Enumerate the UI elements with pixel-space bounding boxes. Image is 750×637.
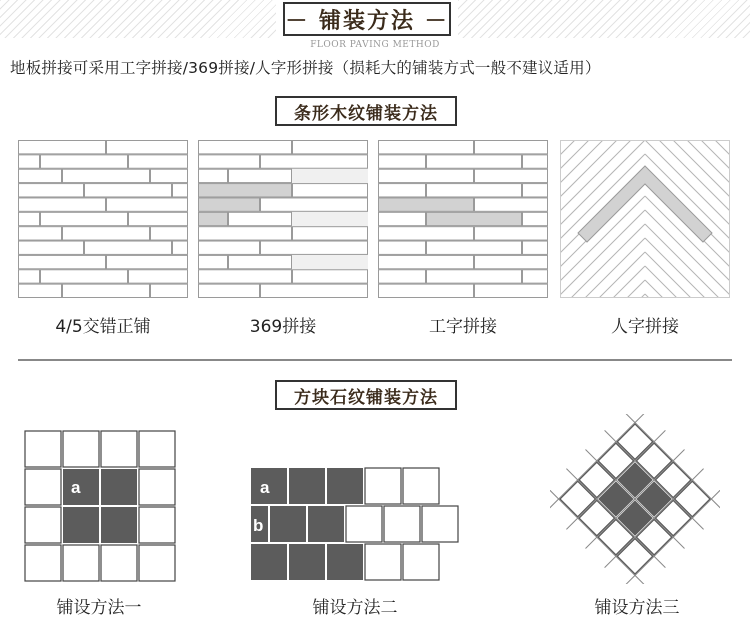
plank-highlight xyxy=(199,198,260,211)
tile xyxy=(139,431,175,467)
tile xyxy=(25,431,61,467)
plank xyxy=(475,284,548,297)
plank xyxy=(229,169,292,182)
plank xyxy=(199,227,292,240)
plank xyxy=(229,255,292,268)
plank xyxy=(293,141,368,154)
plank xyxy=(19,255,106,268)
herringbone-pattern-panel xyxy=(560,140,730,298)
plank xyxy=(379,284,474,297)
tile xyxy=(422,506,458,542)
tile xyxy=(365,468,401,504)
intro-text: 地板拼接可采用工字拼接/369拼接/人字形拼接（损耗大的铺装方式一般不建议适用） xyxy=(10,59,601,77)
plank xyxy=(19,169,62,182)
plank xyxy=(107,141,188,154)
pattern-label-herringbone: 人字拼接 xyxy=(611,317,679,337)
plank xyxy=(41,270,128,283)
369-pattern-panel xyxy=(198,140,368,298)
plank xyxy=(523,155,548,168)
plank xyxy=(475,255,548,268)
tile xyxy=(63,431,99,467)
tile xyxy=(139,507,175,543)
stone-label-3: 铺设方法三 xyxy=(594,598,680,618)
plank xyxy=(229,212,292,225)
plank xyxy=(293,227,368,240)
tile-mark-a: a xyxy=(71,478,81,497)
i-shape-pattern-icon xyxy=(378,140,548,298)
staggered-pattern-icon xyxy=(18,140,188,298)
herringbone-pattern-icon xyxy=(560,140,730,298)
plank xyxy=(475,227,548,240)
plank xyxy=(107,198,188,211)
plank xyxy=(199,169,228,182)
plank xyxy=(151,284,188,297)
plank xyxy=(19,198,106,211)
plank xyxy=(293,270,368,283)
plank xyxy=(199,255,228,268)
plank xyxy=(261,155,368,168)
tile xyxy=(63,545,99,581)
plank xyxy=(63,227,150,240)
tile-dark xyxy=(63,469,99,505)
tile-dark xyxy=(327,468,363,504)
pattern-label-i-shape: 工字拼接 xyxy=(429,317,497,337)
plank xyxy=(523,212,548,225)
herringbone-bg xyxy=(560,140,730,298)
369-pattern-icon xyxy=(198,140,368,298)
plank xyxy=(151,169,188,182)
tile-dark xyxy=(251,544,287,580)
plank xyxy=(293,184,368,197)
header-hatch-left xyxy=(0,0,276,38)
plank xyxy=(173,241,188,254)
tile-dark xyxy=(101,507,137,543)
plank xyxy=(379,255,474,268)
plank xyxy=(85,184,172,197)
plank xyxy=(427,241,522,254)
plank xyxy=(129,270,188,283)
stone-label-2: 铺设方法二 xyxy=(312,598,398,618)
tile-mark-a: a xyxy=(260,478,270,497)
plank xyxy=(475,141,548,154)
plank xyxy=(379,141,474,154)
stone-method-2-diagram xyxy=(250,467,476,581)
plank-highlight xyxy=(199,212,228,225)
tile xyxy=(101,431,137,467)
plank xyxy=(261,198,368,211)
tile-dark xyxy=(289,468,325,504)
page-subtitle: FLOOR PAVING METHOD xyxy=(310,40,440,50)
plank xyxy=(379,155,426,168)
plank xyxy=(199,270,292,283)
plank xyxy=(523,184,548,197)
plank xyxy=(107,255,188,268)
plank xyxy=(19,155,40,168)
plank xyxy=(19,284,62,297)
tile-dark xyxy=(63,507,99,543)
tile xyxy=(25,507,61,543)
plank xyxy=(427,155,522,168)
plank xyxy=(19,241,84,254)
plank xyxy=(129,155,188,168)
plank xyxy=(427,270,522,283)
tile xyxy=(25,469,61,505)
diagonal-grid xyxy=(550,414,720,584)
plank xyxy=(129,212,188,225)
plank xyxy=(85,241,172,254)
tile xyxy=(403,468,439,504)
page-title: － 铺装方法 － xyxy=(283,2,451,36)
tile xyxy=(346,506,382,542)
plank xyxy=(379,241,426,254)
plank xyxy=(379,270,426,283)
plank xyxy=(151,227,188,240)
tile-dark xyxy=(308,506,344,542)
tile xyxy=(101,545,137,581)
pattern-label-369: 369拼接 xyxy=(249,317,317,337)
plank xyxy=(379,227,474,240)
tile xyxy=(365,544,401,580)
plank xyxy=(199,155,260,168)
pattern-label-staggered: 4/5交错正铺 xyxy=(55,317,151,337)
plank-highlight xyxy=(199,184,292,197)
tile-dark xyxy=(327,544,363,580)
plank xyxy=(41,212,128,225)
plank xyxy=(261,284,368,297)
plank xyxy=(19,270,40,283)
plank xyxy=(63,284,150,297)
plank-highlight xyxy=(379,198,474,211)
stone-section-title: 方块石纹铺装方法 xyxy=(275,380,457,410)
plank xyxy=(475,169,548,182)
plank xyxy=(19,141,106,154)
plank xyxy=(19,184,84,197)
plank xyxy=(19,227,62,240)
plank xyxy=(379,212,426,225)
plank xyxy=(41,155,128,168)
wood-section-title: 条形木纹铺装方法 xyxy=(275,96,457,126)
plank xyxy=(173,184,188,197)
stone-method-3-diagram xyxy=(550,414,720,584)
plank xyxy=(523,270,548,283)
header-hatch-right xyxy=(458,0,750,38)
plank-highlight xyxy=(427,212,522,225)
tile xyxy=(139,545,175,581)
plank xyxy=(199,241,260,254)
plank xyxy=(19,212,40,225)
tile-dark xyxy=(270,506,306,542)
tile xyxy=(384,506,420,542)
plank xyxy=(379,169,474,182)
tile xyxy=(403,544,439,580)
section-divider xyxy=(18,359,732,361)
tile-dark xyxy=(289,544,325,580)
plank xyxy=(199,141,292,154)
tile-mark-b: b xyxy=(253,516,264,535)
plank xyxy=(475,198,548,211)
plank xyxy=(379,184,426,197)
stone-method-1-diagram xyxy=(24,430,176,582)
staggered-pattern-panel xyxy=(18,140,188,298)
tile-dark xyxy=(101,469,137,505)
stone-label-1: 铺设方法一 xyxy=(56,598,142,618)
plank xyxy=(199,284,260,297)
tile xyxy=(139,469,175,505)
plank xyxy=(63,169,150,182)
i-shape-pattern-panel xyxy=(378,140,548,298)
plank xyxy=(261,241,368,254)
plank xyxy=(523,241,548,254)
tile xyxy=(25,545,61,581)
plank xyxy=(427,184,522,197)
